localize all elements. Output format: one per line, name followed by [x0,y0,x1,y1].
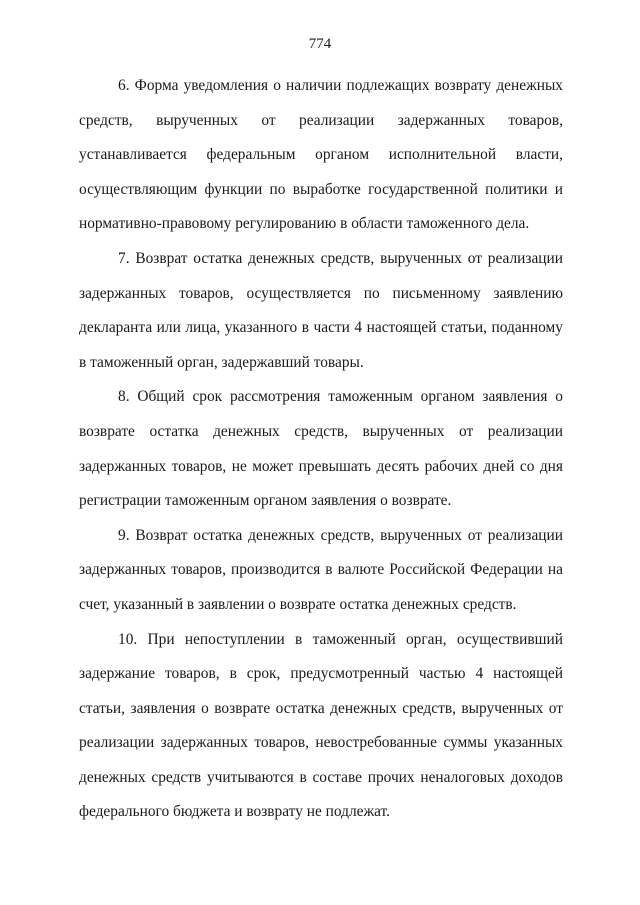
paragraph-10: 10. При непоступлении в таможенный орган, осуществивший задержание товаров, в срок, предусмотренный частью 4 настоящей статьи, заявления о возврате остатка денежных средств, вырученных от реализации задержанных товаров, невостребованные суммы указанных денежных средств учитываются в составе прочих неналоговых доходов федерального бюджета и возврату не подлежат. [79,630,563,821]
paragraph-7: 7. Возврат остатка денежных средств, вырученных от реализации задержанных товаров, осуществляется по письменному заявлению декларанта или лица, указанного в части 4 настоящей статьи, поданному в таможенный орган, задержавший товары. [79,249,563,371]
page-number: 774 [308,36,332,52]
paragraph-9: 9. Возврат остатка денежных средств, вырученных от реализации задержанных товаров, производится в валюте Российской Федерации на счет, указанный в заявлении о возврате остатка денежных средств. [79,526,563,613]
paragraph-8: 8. Общий срок рассмотрения таможенным органом заявления о возврате остатка денежных средств, вырученных от реализации задержанных товаров, не может превышать десять рабочих дней со дня регистрации таможенным органом заявления о возврате. [79,388,563,510]
document-body [79,69,563,830]
paragraph-6: 6. Форма уведомления о наличии подлежащих возврату денежных средств, вырученных от реализации задержанных товаров, устанавливается федеральным органом исполнительной власти, осуществляющим функции по выработке государственной политики и нормативно-правовому регулированию в области таможенного дела. [79,77,563,233]
